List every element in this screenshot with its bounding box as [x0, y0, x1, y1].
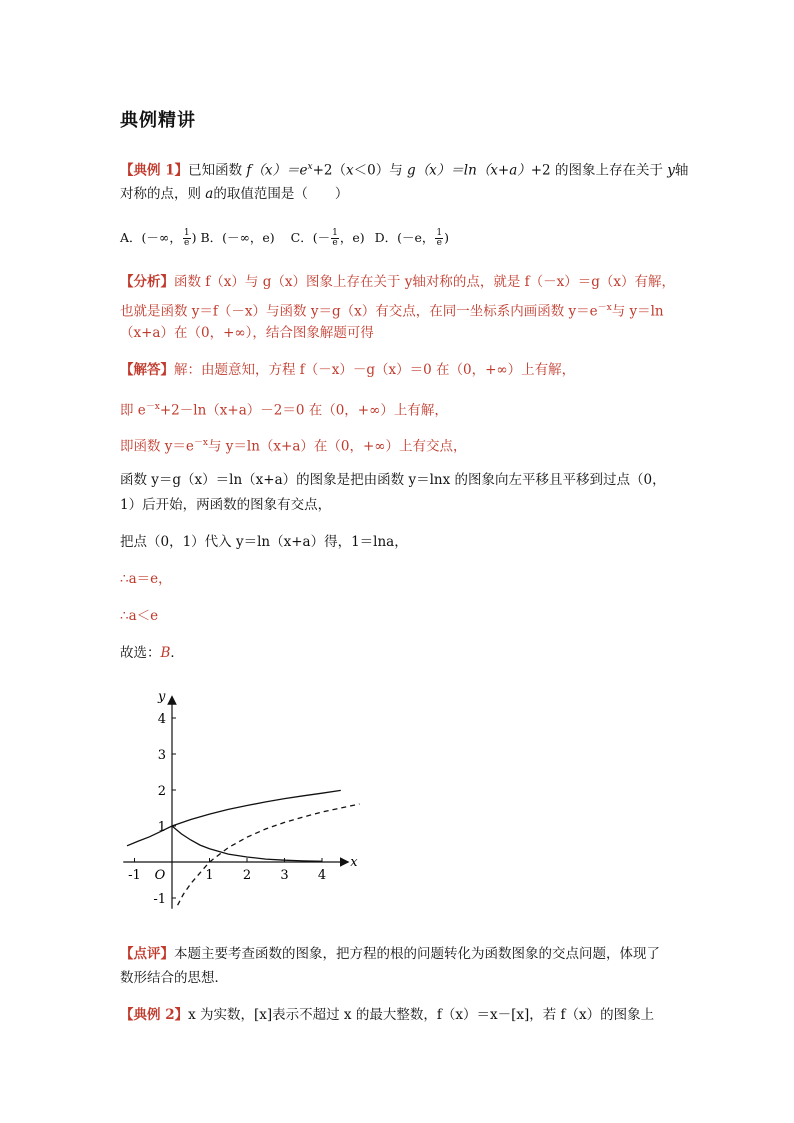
text: 故选： — [120, 645, 161, 661]
exponent: x — [307, 162, 313, 172]
fraction — [331, 229, 339, 248]
text: ． — [170, 645, 184, 661]
text: 也就是函数 y＝f（－x）与函数 y＝g（x）有交点，在同一坐标系内画函数 y＝e — [120, 303, 598, 320]
answer-line4: 函数 y＝g（x）＝ln（x+a）的图象是把由函数 y＝lnx 的图象向左平移且平移到过点（0， — [120, 472, 666, 488]
x-tick-label: 3 — [280, 868, 289, 883]
answer-options — [120, 228, 449, 248]
numerator: 1 — [332, 228, 338, 238]
option-a-text: A．(－∞， — [120, 230, 182, 245]
text: +2（ — [312, 162, 346, 179]
option-d[interactable] — [374, 228, 450, 248]
denominator: e — [436, 238, 442, 248]
answer-line5: 1）后开始，两函数的图象有交点， — [120, 497, 332, 513]
comment-line1 — [120, 944, 660, 964]
text: 已知函数 — [188, 162, 247, 179]
formula-f: f（x）＝e — [246, 162, 308, 179]
option-b[interactable]: B．(－∞，e) — [200, 230, 275, 245]
curve-2 — [172, 826, 322, 861]
example2-line1 — [120, 1005, 654, 1025]
answer-line8: ∴a＜e — [120, 608, 159, 624]
var-x: x — [345, 162, 354, 179]
x-tick-label: 4 — [317, 868, 327, 883]
y-axis-label: y — [158, 689, 166, 705]
origin-label: O — [154, 868, 166, 883]
analysis-line3: （x+a）在（0，+∞），结合图象解题可得 — [120, 325, 374, 341]
analysis-line2 — [120, 298, 664, 322]
example1-line1 — [120, 157, 688, 181]
answer-line1 — [120, 360, 575, 380]
y-tick-label: 4 — [157, 712, 166, 727]
text: 即 e — [120, 402, 146, 419]
fraction — [183, 229, 191, 248]
axis-labels — [128, 689, 358, 907]
var-a: a — [205, 186, 214, 202]
option-d-text: ) — [444, 230, 450, 245]
formula-g: g（x）＝ln（x+a） — [407, 162, 531, 179]
text: 本题主要考查函数的图象，把方程的根的问题转化为函数图象的交点问题，体现了 — [174, 946, 660, 962]
x-axis-label: x — [350, 855, 358, 870]
option-c[interactable] — [290, 228, 365, 248]
text: 解：由题意知，方程 f（－x）－g（x）＝0 在（0，+∞）上有解， — [174, 362, 576, 378]
x-tick-label: -1 — [128, 868, 141, 883]
answer-line2 — [120, 397, 448, 421]
text: 与 y＝ln（x+a）在（0，+∞）上有交点， — [208, 438, 467, 455]
page-heading: 典例精讲 — [120, 110, 196, 131]
text: 与 y＝ln — [611, 303, 664, 320]
exponent: －x — [145, 402, 160, 412]
option-a-text: ) — [191, 230, 197, 245]
exponent: －x — [597, 303, 612, 313]
var-y: y — [667, 162, 675, 179]
choice-letter: B — [160, 645, 171, 661]
comment-line2: 数形结合的思想． — [120, 970, 228, 986]
y-tick-label: 2 — [157, 784, 166, 799]
y-tick-label: 1 — [157, 820, 166, 835]
curve-3 — [178, 804, 360, 905]
option-a[interactable] — [120, 228, 197, 248]
exponent: －x — [193, 438, 208, 448]
denominator: e — [332, 238, 338, 248]
example1-tag: 【典例 1】 — [120, 162, 189, 179]
analysis-line1 — [120, 272, 675, 292]
option-c-text: C．(－ — [290, 230, 331, 245]
y-tick-label: -1 — [153, 892, 166, 907]
answer-line7: ∴a＝e， — [120, 571, 172, 587]
y-tick-label: 3 — [157, 748, 166, 763]
analysis-tag: 【分析】 — [120, 274, 174, 290]
curves — [127, 790, 360, 905]
numerator: 1 — [436, 228, 443, 238]
text: +2－ln（x+a）－2＝0 在（0，+∞）上有解， — [159, 402, 448, 419]
text: x 为实数，[x]表示不超过 x 的最大整数，f（x）＝x－[x]，若 f（x）的图象上 — [188, 1007, 655, 1023]
option-d-text: D．(－e， — [374, 230, 435, 245]
example1-line2 — [120, 184, 348, 204]
text: 对称的点，则 — [120, 186, 206, 202]
fraction — [435, 229, 443, 248]
answer-line9 — [120, 643, 184, 663]
text: 函数 f（x）与 g（x）图象上存在关于 y轴对称的点，就是 f（－x）＝g（x）有解， — [174, 274, 676, 290]
denominator: e — [184, 238, 190, 248]
example2-tag: 【典例 2】 — [120, 1007, 189, 1023]
text: +2 的图象上存在关于 — [530, 162, 668, 179]
comment-tag: 【点评】 — [120, 946, 174, 962]
x-tick-label: 1 — [205, 868, 214, 883]
answer-line3 — [120, 433, 467, 457]
text: 轴 — [674, 162, 689, 179]
text: ＜0）与 — [353, 162, 407, 179]
text: 的取值范围是（ ） — [213, 186, 349, 202]
text: 即函数 y＝e — [120, 438, 194, 455]
x-tick-label: 2 — [242, 868, 252, 883]
numerator: 1 — [183, 228, 190, 238]
answer-line6: 把点（0，1）代入 y＝ln（x+a）得，1＝lna， — [120, 534, 408, 550]
function-graph — [112, 682, 362, 917]
answer-tag: 【解答】 — [120, 362, 174, 378]
option-c-text: ，e) — [339, 230, 365, 245]
